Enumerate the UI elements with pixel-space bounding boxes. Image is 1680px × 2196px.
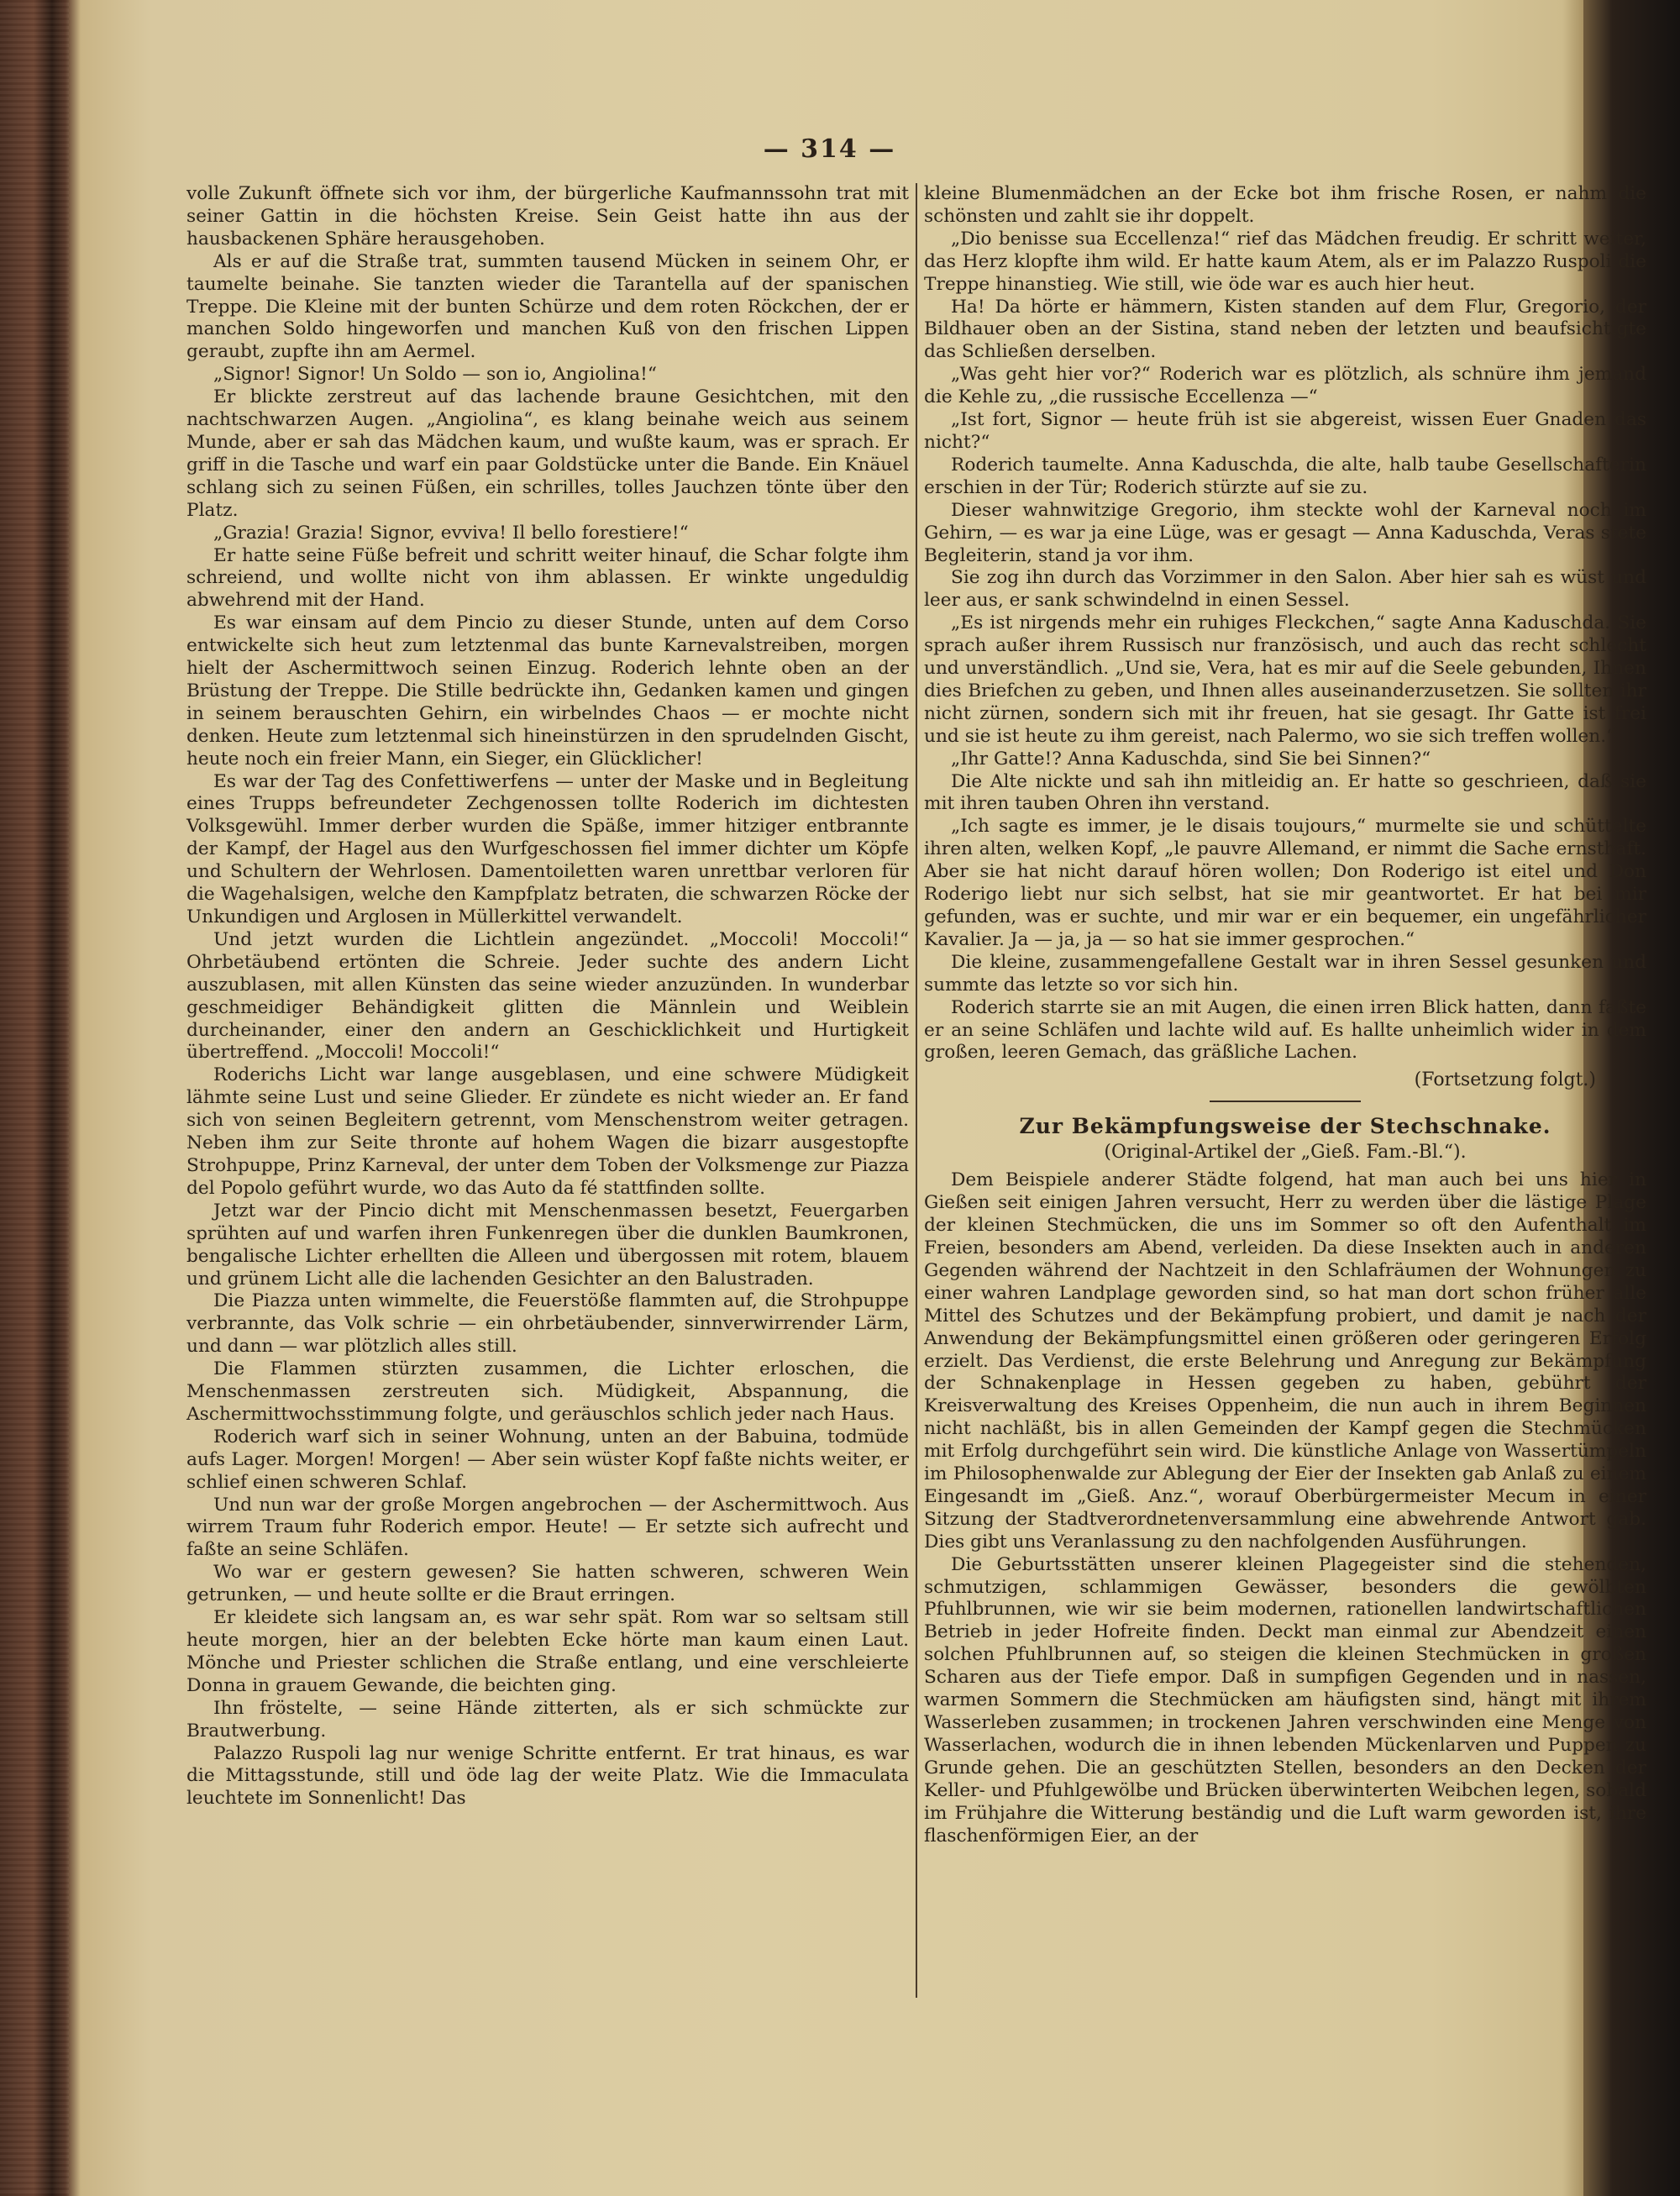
paragraph: Palazzo Ruspoli lag nur wenige Schritte entfernt. Er trat hinaus, es war die Mittagsstunde, still und öde lag der weite Platz. Wie die Immaculata leuchtete im Sonnenlicht! Das (186, 1742, 909, 1810)
paragraph: Ihn fröstelte, — seine Hände zitterten, als er sich schmückte zur Brautwerbung. (186, 1697, 909, 1742)
paragraph: Die Alte nickte und sah ihn mitleidig an. Er hatte so geschrieen, daß sie mit ihren tauben Ohren ihn verstand. (924, 770, 1646, 815)
paragraph: Roderich taumelte. Anna Kaduschda, die alte, halb taube Gesellschafterin erschien in der Tür; Roderich stürzte auf sie zu. (924, 454, 1646, 498)
right-column (924, 183, 1646, 1847)
paragraph: Und jetzt wurden die Lichtlein angezündet. „Moccoli! Moccoli!“ Ohrbetäubend ertönten die Schreie. Jeder suchte des andern Licht auszublasen, mit allen Künsten das seine wieder anzuzünden. In wunderbar geschmeidiger Behändigkeit glitten die Männlein und Weiblein durcheinander, einer den andern an Geschicklichkeit und Hurtigkeit übertreffend. „Moccoli! Moccoli!“ (186, 928, 909, 1064)
paragraph: Und nun war der große Morgen angebrochen — der Aschermittwoch. Aus wirrem Traum fuhr Roderich empor. Heute! — Er setzte sich aufrecht und faßte an seine Schläfen. (186, 1494, 909, 1561)
book-binding (0, 0, 69, 2196)
paragraph: Jetzt war der Pincio dicht mit Menschenmassen besetzt, Feuergarben sprühten auf und warfen ihren Funkenregen über die dunklen Baumkronen, bengalische Lichter erhellten die Alleen und übergossen mit rotem, blauem und grünem Licht alle die lachenden Gesichter an den Balustraden. (186, 1200, 909, 1290)
paragraph: volle Zukunft öffnete sich vor ihm, der bürgerliche Kaufmannssohn trat mit seiner Gattin in die höchsten Kreise. Sein Geist hatte ihn aus der hausbackenen Sphäre herausgehoben. (186, 183, 909, 250)
paragraph: Roderich starrte sie an mit Augen, die einen irren Blick hatten, dann faßte er an seine Schläfen und lachte wild auf. Es hallte unheimlich wider in dem großen, leeren Gemach, das gräßliche Lachen. (924, 996, 1646, 1064)
paragraph: Wo war er gestern gewesen? Sie hatten schweren, schweren Wein getrunken, — und heute sollte er die Braut erringen. (186, 1562, 909, 1606)
paragraph: kleine Blumenmädchen an der Ecke bot ihm frische Rosen, er nahm die schönsten und zahlt sie ihr doppelt. (924, 183, 1646, 227)
paragraph: „Grazia! Grazia! Signor, evviva! Il bello forestiere!“ (213, 522, 689, 544)
paragraph: „Was geht hier vor?“ Roderich war es plötzlich, als schnüre ihm jemand die Kehle zu, „die russische Eccellenza —“ (924, 364, 1646, 408)
paragraph: Er hatte seine Füße befreit und schritt weiter hinauf, die Schar folgte ihm schreiend, und wollte nicht von ihm ablassen. Er winkte ungeduldig abwehrend mit der Hand. (186, 544, 909, 612)
paragraph: „Ich sagte es immer, je le disais toujours,“ murmelte sie und schüttelte ihren alten, welken Kopf, „le pauvre Allemand, er nimmt die Sache ernsthaft. Aber sie hat nicht darauf hören wollen; Don Roderigo ist eitel und Don Roderigo liebt nur sich selbst, hat sie mir geantwortet. Er hat bei mir gefunden, was er suchte, und mir war er ein bequemer, ein ungefährlicher Kavalier. Ja — ja, ja — so hat sie immer gesprochen.“ (924, 816, 1646, 950)
paragraph: „Ist fort, Signor — heute früh ist sie abgereist, wissen Euer Gnaden das nicht?“ (924, 409, 1646, 453)
paragraph: Die Piazza unten wimmelte, die Feuerstöße flammten auf, die Strohpuppe verbrannte, das Volk schrie — ein ohrbetäubender, sinnverwirrender Lärm, und dann — war plötzlich alles still. (186, 1290, 909, 1358)
paragraph: Dieser wahnwitzige Gregorio, ihm steckte wohl der Karneval noch im Gehirn, — es war ja eine Lüge, was er gesagt — Anna Kaduschda, Veras stete Begleiterin, stand ja vor ihm. (924, 499, 1646, 566)
paragraph: Er blickte zerstreut auf das lachende braune Gesichtchen, mit den nachtschwarzen Augen. „Angiolina“, es klang beinahe weich aus seinem Munde, aber er sah das Mädchen kaum, und wußte kaum, was er sprach. Er griff in die Tasche und warf ein paar Goldstücke unter die Bande. Ein Knäuel schlang sich zu seinen Füßen, ein schrilles, tolles Jauchzen tönte über den Platz. (186, 386, 909, 521)
paragraph: Es war der Tag des Confettiwerfens — unter der Maske und in Begleitung eines Trupps befreundeter Zechgenossen tollte Roderich im dichtesten Volksgewühl. Immer derber wurden die Späße, immer hitziger entbrannte der Kampf, der Hagel aus den Wurfgeschossen fiel immer dichter um Köpfe und Schultern der Wehrlosen. Damentoiletten waren unrettbar verloren für die Wagehalsigen, welche den Kampfplatz betraten, die schwarzen Röcke der Unkundigen und Arglosen in Müllerkittel verwandelt. (186, 770, 909, 927)
paragraph: Es war einsam auf dem Pincio zu dieser Stunde, unten auf dem Corso entwickelte sich heut zum letztenmal das bunte Karnevalstreiben, morgen hielt der Aschermittwoch seinen Einzug. Roderich lehnte oben an der Brüstung der Treppe. Die Stille bedrückte ihn, Gedanken kamen und gingen in seinem berauschten Gehirn, ein wirbelndes Chaos — er mochte nicht denken. Heute zum letztenmal sich hineinstürzen in den sprudelnden Gischt, heute noch ein freier Mann, ein Sieger, ein Glücklicher! (186, 612, 909, 770)
paragraph: Die Flammen stürzten zusammen, die Lichter erloschen, die Menschenmassen zerstreuten sich. Müdigkeit, Abspannung, die Aschermittwochsstimmung folgte, und geräuschlos schlich jeder nach Haus. (186, 1358, 909, 1425)
paragraph: Dem Beispiele anderer Städte folgend, hat man auch bei uns hier in Gießen seit einigen Jahren versucht, Herr zu werden über die lästige Plage der kleinen Stechmücken, die uns im Sommer so oft den Aufenthalt im Freien, besonders am Abend, verleiden. Da diese Insekten auch in anderen Gegenden während der Nachtzeit in den Schlafräumen der Wohnungen zu einer wahren Landplage geworden sind, so hat man dort schon früher alle Mittel des Schutzes und der Bekämpfung probiert, und damit je nach der Anwendung der Bekämpfungsmittel einen größeren oder geringeren Erfolg erzielt. Das Verdienst, die erste Belehrung und Anregung zur Bekämpfung der Schnakenplage in Hessen gegeben zu haben, gebührt der Kreisverwaltung des Kreises Oppenheim, die nun auch in ihrem Beginnen nicht nachläßt, bis in allen Gemeinden der Kampf gegen die Stechmücken mit Erfolg durchgeführt sein wird. Die künstliche Anlage von Wassertümpeln im Philosophenwalde zur Ablegung der Eier der Insekten gab Anlaß zu einem Eingesandt im „Gieß. Anz.“, worauf Oberbürgermeister Mecum in einer Sitzung der Stadtverordnetenversammlung eine abwehrende Antwort gab. Dies gibt uns Veranlassung zu den nachfolgenden Ausführungen. (924, 1169, 1646, 1552)
paragraph: Sie zog ihn durch das Vorzimmer in den Salon. Aber hier sah es wüst und leer aus, er sank schwindelnd in einen Sessel. (924, 567, 1646, 612)
article-title: Zur Bekämpfungsweise der Stechschnake. (1019, 1114, 1551, 1139)
newspaper-page (76, 0, 1646, 2196)
paragraph: Roderich warf sich in seiner Wohnung, unten an der Babuina, todmüde aufs Lager. Morgen! Morgen! — Aber sein wüster Kopf faßte nichts weiter, er schlief einen schweren Schlaf. (186, 1426, 909, 1493)
page-number: — 314 — (763, 134, 896, 164)
continued-note: (Fortsetzung folgt.) (1414, 1069, 1596, 1091)
paragraph: „Signor! Signor! Un Soldo — son io, Angiolina!“ (213, 364, 657, 386)
paragraph: „Ihr Gatte!? Anna Kaduschda, sind Sie bei Sinnen?“ (951, 748, 1431, 770)
paragraph: Er kleidete sich langsam an, es war sehr spät. Rom war so seltsam still heute morgen, hier an der belebten Ecke hörte man kaum einen Laut. Mönche und Priester schlichen die Straße entlang, und eine verschleierte Donna in grauem Gewande, die beichten ging. (186, 1607, 909, 1696)
story-continuation (924, 183, 1646, 1064)
paragraph: „Es ist nirgends mehr ein ruhiges Fleckchen,“ sagte Anna Kaduschda. Sie sprach außer ihrem Russisch nur französisch, und auch das recht schlecht und unverständlich. „Und sie, Vera, hat es mir auf die Seele gebunden, Ihnen dies Briefchen zu geben, und Ihnen alles auseinanderzusetzen. Sie sollten ihr nicht zürnen, sondern sich mit ihr freuen, hat sie gesagt. Ihr Gatte ist frei und sie ist heute zu ihm gereist, nach Palermo, wo sie sich treffen wollen.“ (924, 612, 1646, 747)
paragraph: Roderichs Licht war lange ausgeblasen, und eine schwere Müdigkeit lähmte seine Lust und seine Glieder. Er zündete es nicht wieder an. Er fand sich von seinen Begleitern getrennt, vom Menschenstrom weiter getragen. Neben ihm zur Seite thronte auf hohem Wagen die bizarr ausgestopfte Strohpuppe, Prinz Karneval, der unter dem Toben der Volksmenge zur Piazza del Popolo geführt wurde, wo das Auto da fé stattfinden sollte. (186, 1064, 909, 1199)
column-divider (916, 183, 917, 1998)
paragraph: Die kleine, zusammengefallene Gestalt war in ihren Sessel gesunken und summte das letzte so vor sich hin. (924, 951, 1646, 996)
article-body (924, 1169, 1646, 1847)
paragraph: Die Geburtsstätten unserer kleinen Plagegeister sind die stehenden, schmutzigen, schlammigen Gewässer, besonders die gewölbten Pfuhlbrunnen, wie wir sie beim modernen, rationellen landwirtschaftlichen Betrieb in jeder Hofreite finden. Deckt man einmal zur Abendzeit einen solchen Pfuhlbrunnen auf, so steigen die kleinen Stechmücken in großen Scharen aus der Tiefe empor. Daß in sumpfigen Gegenden und in nassen, warmen Sommern die Stechmücken am häufigsten sind, hängt mit ihrem Wasserleben zusammen; in trockenen Jahren verschwinden eine Menge von Wasserlachen, wodurch die in ihnen lebenden Mückenlarven und Puppen zu Grunde gehen. Die an geschützten Stellen, besonders an den Decken der Keller- und Pfuhlgewölbe und Brücken überwinterten Weibchen legen, sobald im Frühjahre die Witterung beständig und die Luft warm geworden ist, ihre flaschenförmigen Eier, an der (924, 1553, 1646, 1847)
paragraph: „Dio benisse sua Eccellenza!“ rief das Mädchen freudig. Er schritt weiter, das Herz klopfte ihm wild. Er hatte kaum Atem, als er im Palazzo Ruspoli die Treppe hinanstieg. Wie still, wie öde war es auch hier heut. (924, 228, 1646, 295)
left-column (186, 183, 909, 1810)
article-subtitle: (Original-Artikel der „Gieß. Fam.-Bl.“). (1104, 1142, 1467, 1164)
section-divider (1210, 1101, 1361, 1102)
paragraph: Als er auf die Straße trat, summten tausend Mücken in seinem Ohr, er taumelte beinahe. Sie tanzten wieder die Tarantella auf der spanischen Treppe. Die Kleine mit der bunten Schürze und dem roten Röckchen, der er manchen Soldo hingeworfen und manchen Kuß von den frischen Lippen geraubt, zupfte ihn am Aermel. (186, 250, 909, 363)
paragraph: Ha! Da hörte er hämmern, Kisten standen auf dem Flur, Gregorio, der Bildhauer oben an der Sistina, stand neben der letzten und beaufsichtigte das Schließen derselben. (924, 296, 1646, 363)
